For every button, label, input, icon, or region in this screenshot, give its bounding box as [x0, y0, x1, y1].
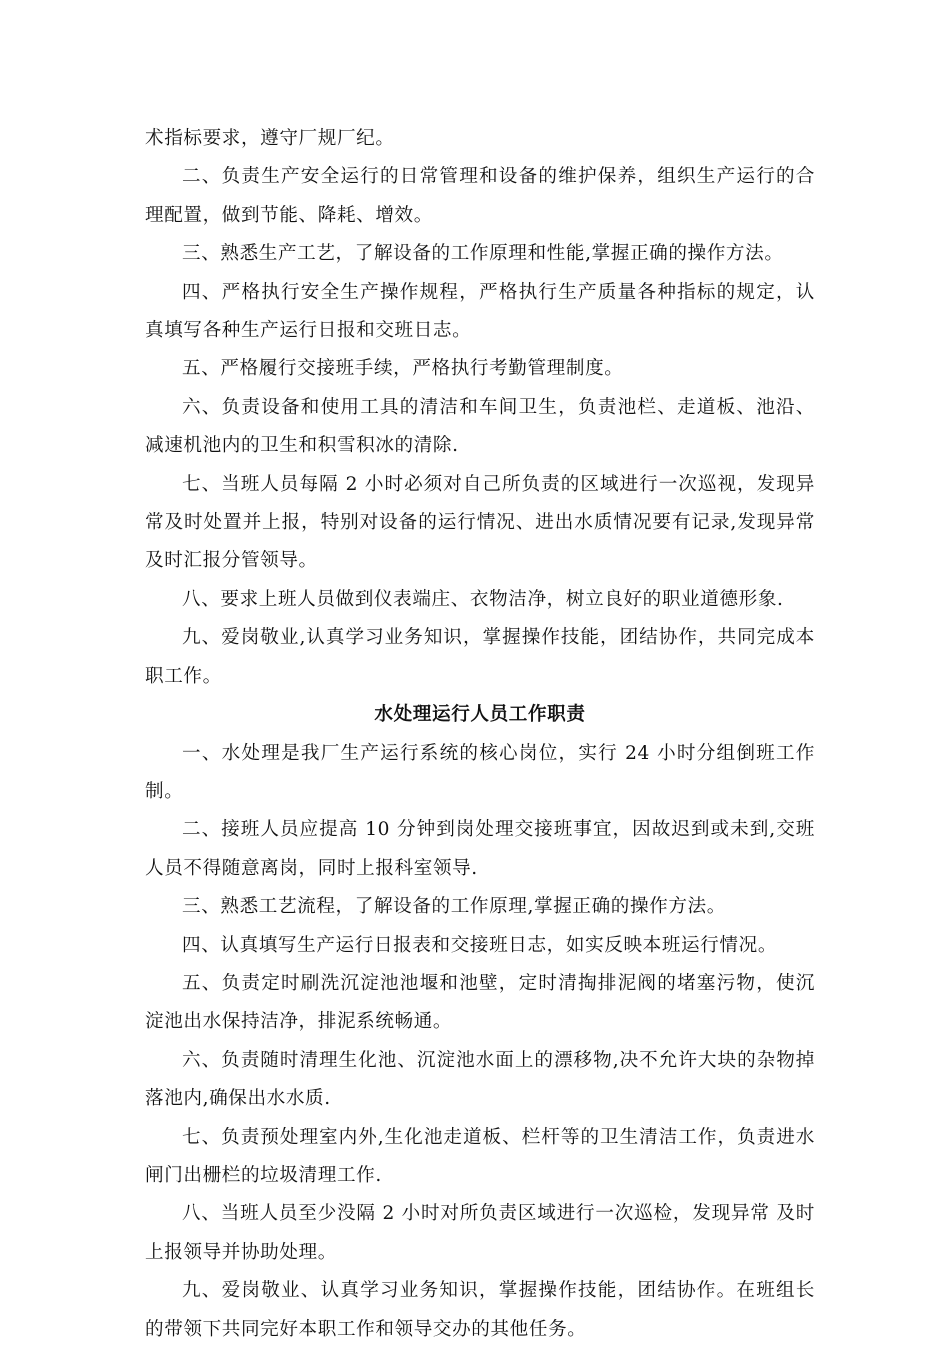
water-duty-item-5: 五、负责定时刷洗沉淀池池堰和池壁，定时清掏排泥阀的堵塞污物，使沉淀池出水保持洁净，排泥系统畅通。 [145, 972, 815, 1033]
duty-item-8: 八、要求上班人员做到仪表端庄、衣物洁净，树立良好的职业道德形象. [182, 588, 784, 610]
water-duty-item-9: 九、爱岗敬业、认真学习业务知识，掌握操作技能，团结协作。在班组长的带领下共同完好本职工作和领导交办的其他任务。 [145, 1280, 815, 1340]
water-duty-item-2: 二、接班人员应提高 10 分钟到岗处理交接班事宜，因故迟到或未到,交班人员不得随意离岗，同时上报科室领导. [145, 819, 815, 879]
duty-item-6: 六、负责设备和使用工具的清洁和车间卫生，负责池栏、走道板、池沿、减速机池内的卫生和积雪积冰的清除. [145, 396, 815, 457]
duty-item-4: 四、严格执行安全生产操作规程，严格执行生产质量各种指标的规定，认真填写各种生产运行日报和交班日志。 [145, 281, 815, 342]
duty-item-5: 五、严格履行交接班手续，严格执行考勤管理制度。 [182, 358, 624, 380]
duty-item-3: 三、熟悉生产工艺，了解设备的工作原理和性能,掌握正确的操作方法。 [182, 243, 784, 265]
duty-item-7: 七、当班人员每隔 2 小时必须对自己所负责的区域进行一次巡视，发现异常及时处置并上报，特别对设备的运行情况、进出水质情况要有记录,发现异常及时汇报分管领导。 [145, 473, 815, 572]
duty-item-2: 二、负责生产安全运行的日常管理和设备的维护保养，组织生产运行的合理配置，做到节能、降耗、增效。 [145, 166, 815, 226]
document-body [145, 120, 815, 1349]
water-duty-item-4: 四、认真填写生产运行日报表和交接班日志，如实反映本班运行情况。 [182, 934, 778, 956]
section-title: 水处理运行人员工作职责 [374, 704, 586, 726]
paragraph-continuation: 术指标要求，遵守厂规厂纪。 [145, 128, 395, 149]
duty-item-9: 九、爱岗敬业,认真学习业务知识，掌握操作技能，团结协作，共同完成本职工作。 [145, 627, 815, 687]
water-duty-item-1: 一、水处理是我厂生产运行系统的核心岗位，实行 24 小时分组倒班工作制。 [145, 742, 815, 802]
water-duty-item-6: 六、负责随时清理生化池、沉淀池水面上的漂移物,决不允许大块的杂物掉落池内,确保出水水质. [145, 1049, 815, 1110]
water-duty-item-8: 八、当班人员至少没隔 2 小时对所负责区域进行一次巡检，发现异常 及时上报领导并协助处理。 [145, 1203, 815, 1263]
water-duty-item-3: 三、熟悉工艺流程，了解设备的工作原理,掌握正确的操作方法。 [182, 896, 726, 918]
water-duty-item-7: 七、负责预处理室内外,生化池走道板、栏杆等的卫生清洁工作，负责进水闸门出栅栏的垃圾清理工作. [145, 1126, 815, 1186]
